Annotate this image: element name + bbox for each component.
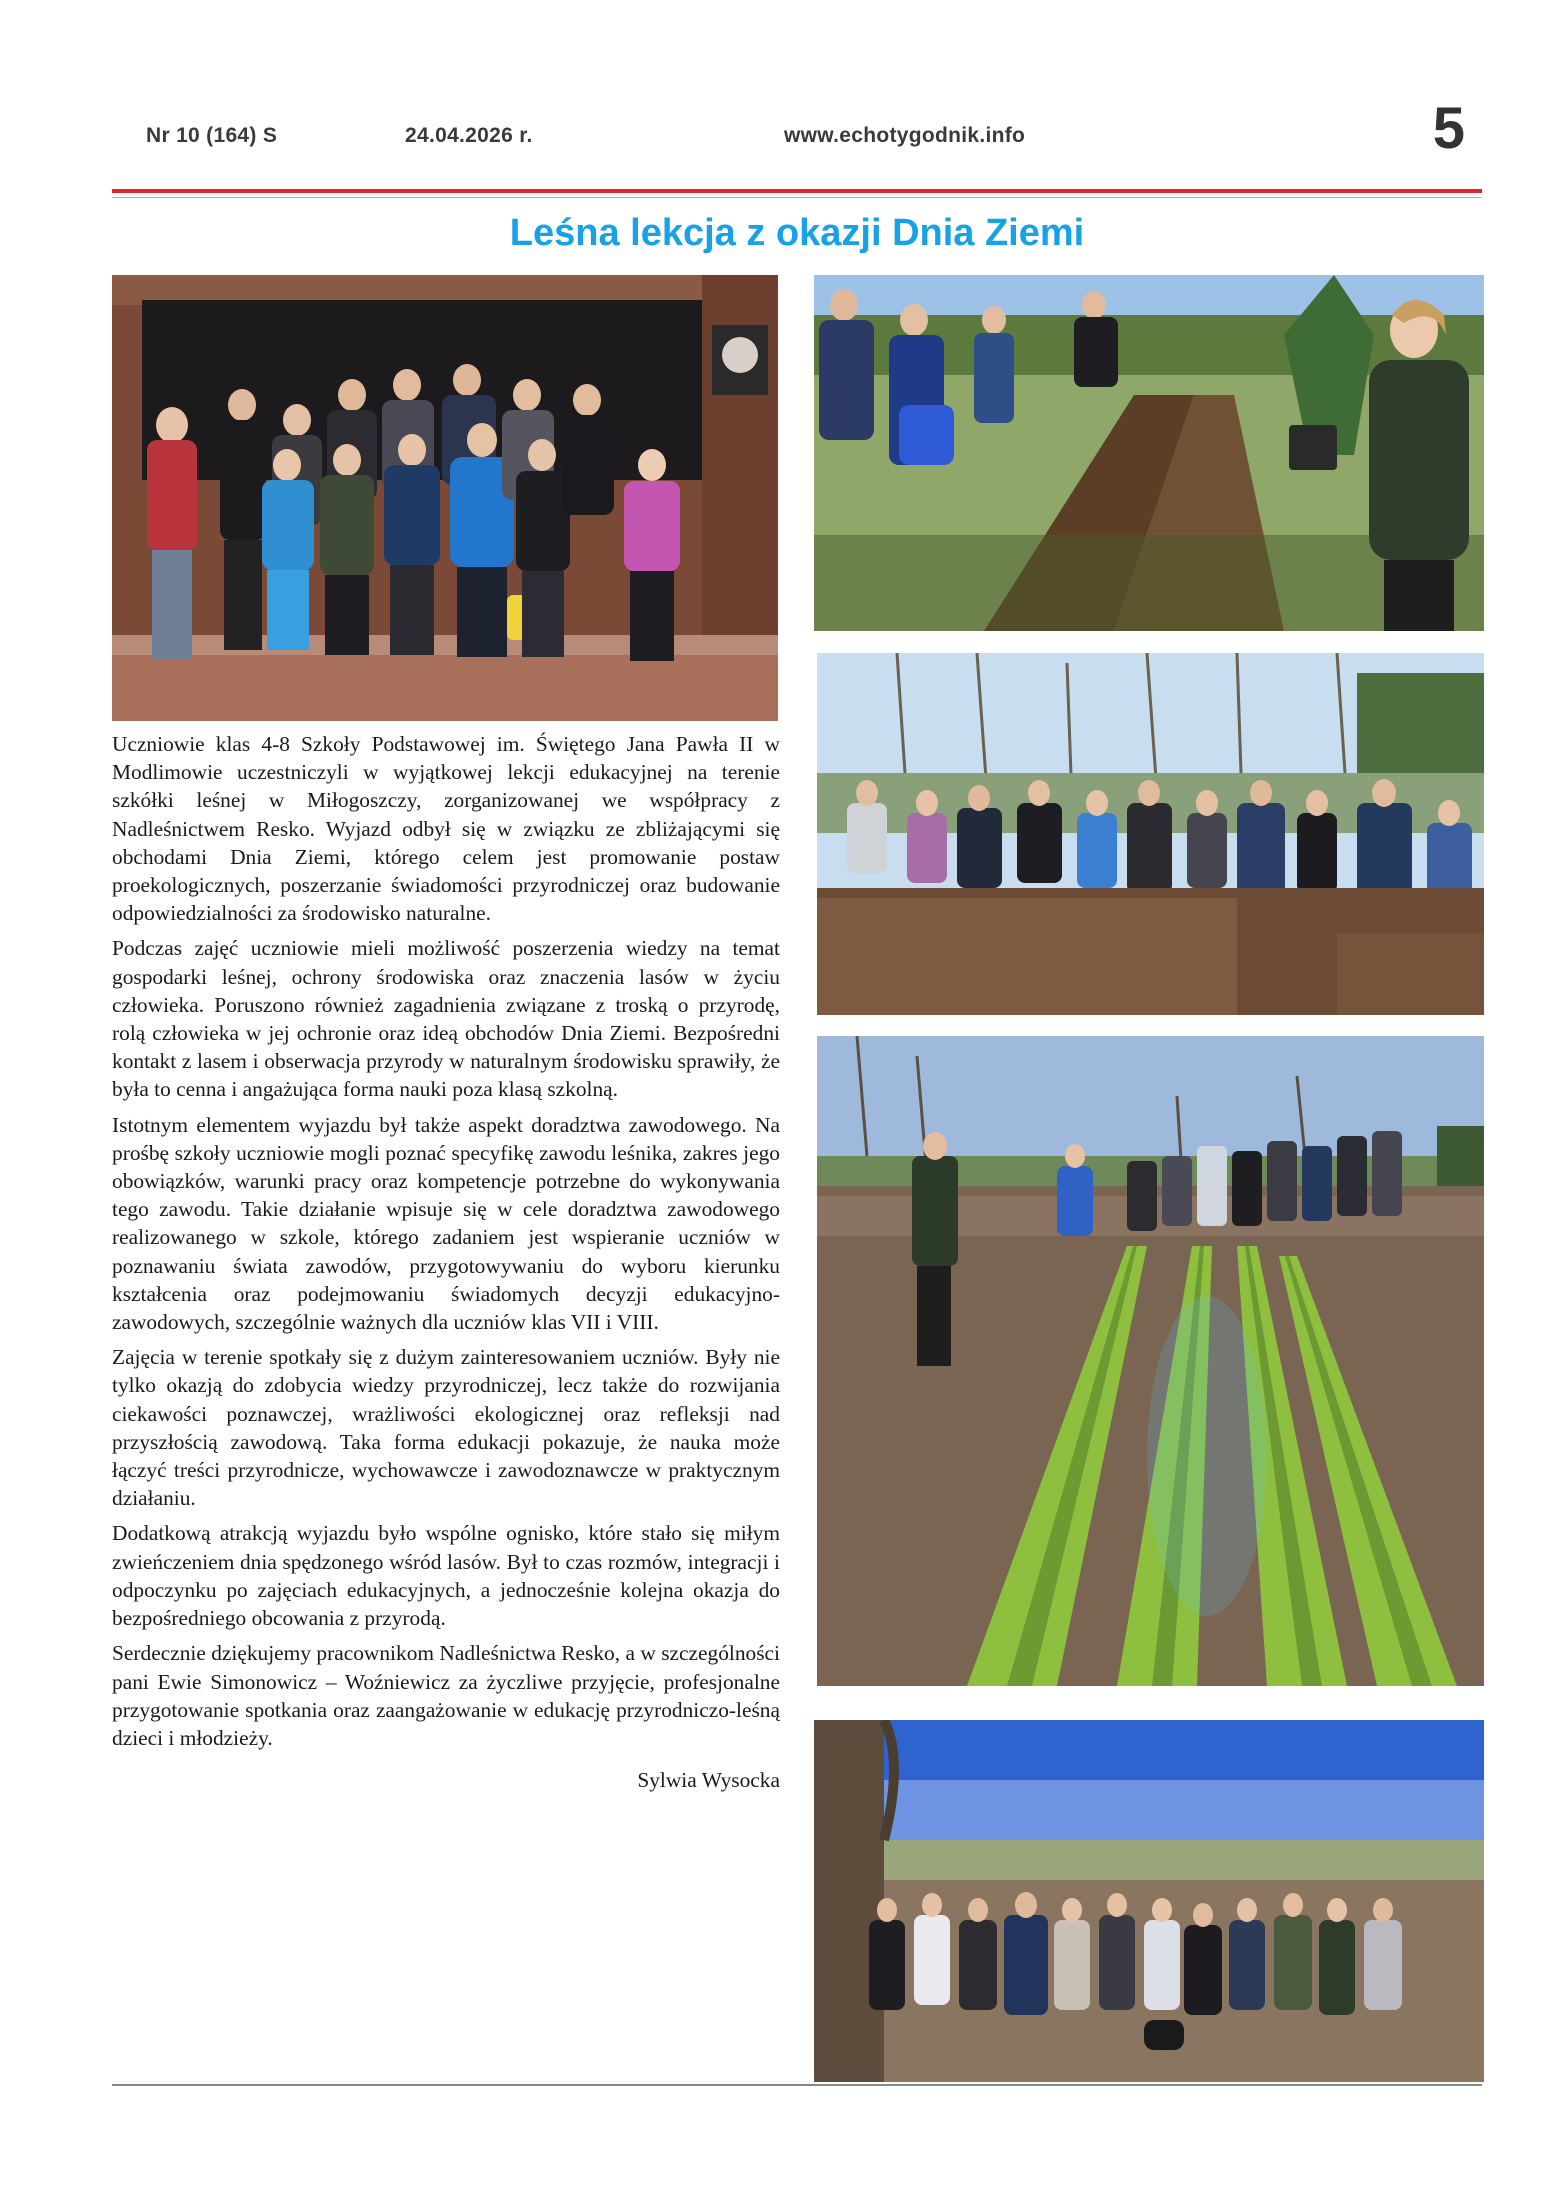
article-paragraph: Dodatkową atrakcją wyjazdu było wspólne ognisko, które stało się miłym zwieńczeniem dnia spędzonego wśród lasów. Był to czas rozmów, integracji i odpoczynku po zajęciach edukacyjnych, a jednocześnie kolejna okazja do bezpośredniego obcowania z przyrodą. xyxy=(112,1521,780,1631)
header-rule-red xyxy=(112,189,1482,193)
photo-group-school-entrance xyxy=(112,275,778,721)
article-author: Sylwia Wysocka xyxy=(637,1768,780,1793)
article-paragraph: Zajęcia w terenie spotkały się z dużym zainteresowaniem uczniów. Były nie tylko okazją do zdobycia wiedzy przyrodniczej, lecz także do rozwijania ciekawości poznawczej, wrażliwości ekologicznej oraz refleksji nad przyszłością zawodową. Taka forma edukacji pokazuje, że nauka może łączyć treści przyrodnicze, wychowawcze i zawodoznawcze w praktycznym działaniu. xyxy=(112,1345,780,1511)
article-paragraph: Istotnym elementem wyjazdu był także aspekt doradztwa zawodowego. Na prośbę szkoły uczniowie mogli poznać specyfikę zawodu leśnika, zakres jego obowiązków, warunki pracy oraz kompetencje potrzebne do wykonywania tego zawodu. Takie działanie wpisuje się w cele doradztwa zawodowego realizowanego w szkole, którego zadaniem jest wspieranie uczniów w poznawaniu świata zawodów, przygotowywaniu do wyboru kierunku kształcenia oraz podejmowaniu świadomych decyzji edukacyjno-zawodowych, szczególnie ważnych dla uczniów klas VII i VIII. xyxy=(112,1112,780,1335)
photo-students-path xyxy=(817,653,1484,1015)
photo-forester-seedling xyxy=(814,275,1484,631)
header-rule-grey xyxy=(112,197,1482,198)
issue-date: 24.04.2026 r. xyxy=(405,124,533,147)
footer-rule xyxy=(112,2084,1482,2086)
page-number: 5 xyxy=(1432,96,1465,161)
website-link[interactable]: www.echotygodnik.info xyxy=(784,124,1026,147)
article-body xyxy=(112,730,780,1801)
photo-group-outdoors xyxy=(814,1720,1484,2082)
photo-seedling-rows xyxy=(817,1036,1484,1686)
article-paragraph: Serdecznie dziękujemy pracownikom Nadleśnictwa Resko, a w szczególności pani Ewie Simonowicz – Woźniewicz za życzliwe przyjęcie, profesjonalne przygotowanie spotkania oraz zaangażowanie w edukację przyrodniczo-leśną dzieci i młodzieży. xyxy=(112,1641,780,1750)
article-paragraph: Podczas zajęć uczniowie mieli możliwość poszerzenia wiedzy na temat gospodarki leśnej, ochrony środowiska oraz znaczenia lasów w życiu człowieka. Poruszono również zagadnienia związane z troską o przyrodę, rolą człowieka w jej ochronie oraz ideą obchodów Dnia Ziemi. Bezpośredni kontakt z lasem i obserwacja przyrody w naturalnym środowisku sprawiły, że była to cenna i angażująca forma nauki poza klasą szkolną. xyxy=(112,936,780,1102)
article-paragraph: Uczniowie klas 4-8 Szkoły Podstawowej im. Świętego Jana Pawła II w Modlimowie uczestniczyli w wyjątkowej lekcji edukacyjnej na terenie szkółki leśnej w Miłogoszczy, zorganizowanej we współpracy z Nadleśnictwem Resko. Wyjazd odbył się w związku ze zbliżającymi się obchodami Dnia Ziemi, którego celem jest promowanie postaw proekologicznych, poszerzanie świadomości przyrodniczej oraz budowanie odpowiedzialności za środowisko naturalne. xyxy=(112,732,780,926)
issue-number: Nr 10 (164) S xyxy=(146,124,278,147)
article-title: Leśna lekcja z okazji Dnia Ziemi xyxy=(509,212,1085,254)
